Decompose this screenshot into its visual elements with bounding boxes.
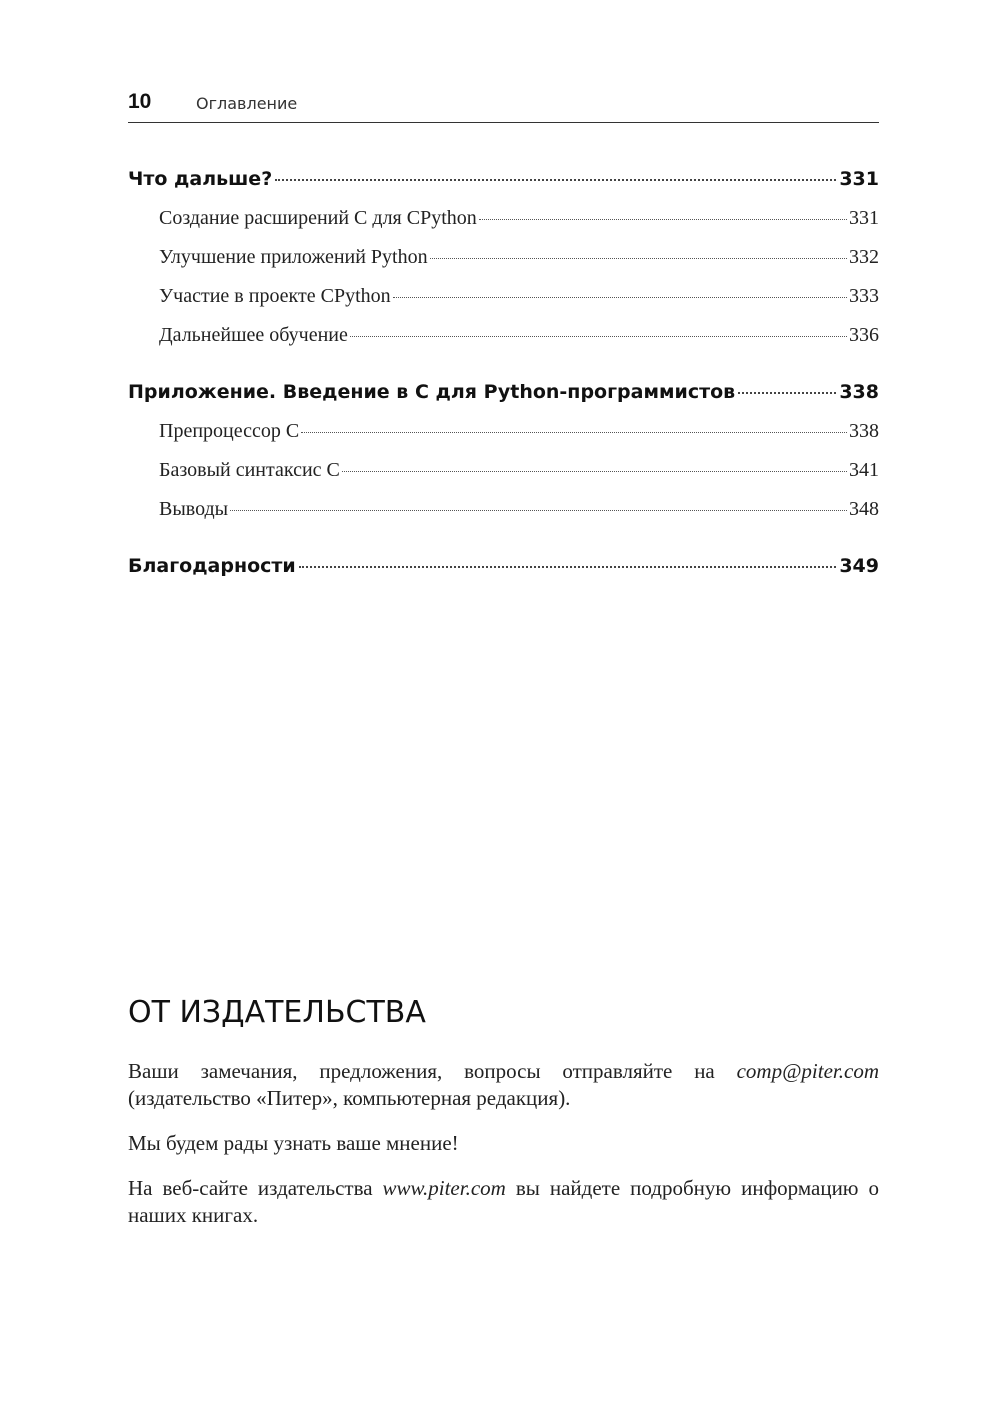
toc-dot-leader bbox=[342, 471, 847, 472]
toc-section-entry[interactable] bbox=[128, 324, 879, 363]
toc-chapter-title: Что дальше? bbox=[128, 168, 273, 190]
toc-section-page: 333 bbox=[849, 285, 879, 307]
toc-dot-leader bbox=[393, 297, 847, 298]
toc-section-page: 331 bbox=[849, 207, 879, 229]
toc-dot-leader bbox=[301, 432, 847, 433]
toc-group bbox=[128, 381, 879, 537]
toc-dot-leader bbox=[479, 219, 847, 220]
toc-section-entry[interactable] bbox=[128, 459, 879, 498]
contact-text-after: (издательство «Питер», компьютерная редакция). bbox=[128, 1086, 571, 1110]
table-of-contents bbox=[128, 168, 879, 607]
contact-text-before: Ваши замечания, предложения, вопросы отправляйте на bbox=[128, 1059, 737, 1083]
running-section-title: Оглавление bbox=[196, 94, 298, 113]
toc-section-title: Улучшение приложений Python bbox=[159, 246, 428, 268]
toc-chapter-title: Благодарности bbox=[128, 555, 296, 577]
toc-chapter-page: 331 bbox=[839, 168, 879, 190]
toc-dot-leader bbox=[738, 392, 836, 394]
toc-chapter-title: Приложение. Введение в C для Python-программистов bbox=[128, 381, 736, 403]
publisher-note bbox=[128, 992, 879, 1247]
publisher-website-paragraph bbox=[128, 1175, 879, 1229]
running-header bbox=[128, 88, 879, 123]
toc-section-title: Выводы bbox=[159, 498, 229, 520]
toc-section-page: 341 bbox=[849, 459, 879, 481]
toc-section-title: Базовый синтаксис C bbox=[159, 459, 340, 481]
toc-section-title: Создание расширений C для CPython bbox=[159, 207, 477, 229]
toc-dot-leader bbox=[299, 566, 837, 568]
website-text-before: На веб-сайте издательства bbox=[128, 1176, 383, 1200]
toc-section-entry[interactable] bbox=[128, 420, 879, 459]
toc-section-page: 336 bbox=[849, 324, 879, 346]
toc-section-title: Дальнейшее обучение bbox=[159, 324, 348, 346]
website-text-after: вы найдете подробную информацию о наших книгах. bbox=[128, 1176, 879, 1227]
book-page bbox=[128, 0, 879, 1413]
toc-section-title: Препроцессор C bbox=[159, 420, 300, 442]
toc-chapter-entry[interactable] bbox=[128, 555, 879, 589]
publisher-feedback-paragraph: Мы будем рады узнать ваше мнение! bbox=[128, 1131, 459, 1155]
toc-group bbox=[128, 555, 879, 589]
toc-dot-leader bbox=[430, 258, 847, 259]
toc-group bbox=[128, 168, 879, 363]
toc-section-entry[interactable] bbox=[128, 285, 879, 324]
toc-dot-leader bbox=[230, 510, 847, 511]
toc-section-entry[interactable] bbox=[128, 498, 879, 537]
toc-section-page: 332 bbox=[849, 246, 879, 268]
toc-chapter-page: 349 bbox=[839, 555, 879, 577]
toc-section-page: 348 bbox=[849, 498, 879, 520]
toc-section-page: 338 bbox=[849, 420, 879, 442]
toc-section-entry[interactable] bbox=[128, 246, 879, 285]
toc-dot-leader bbox=[350, 336, 847, 337]
page-number: 10 bbox=[128, 90, 152, 113]
publisher-website: www.piter.com bbox=[382, 1176, 506, 1200]
toc-chapter-entry[interactable] bbox=[128, 381, 879, 415]
toc-section-entry[interactable] bbox=[128, 207, 879, 246]
toc-section-title: Участие в проекте CPython bbox=[159, 285, 391, 307]
publisher-email: comp@piter.com bbox=[736, 1059, 879, 1083]
toc-dot-leader bbox=[275, 179, 836, 181]
toc-chapter-entry[interactable] bbox=[128, 168, 879, 202]
publisher-heading: ОТ ИЗДАТЕЛЬСТВА bbox=[128, 995, 426, 1030]
toc-chapter-page: 338 bbox=[839, 381, 879, 403]
publisher-contact-paragraph bbox=[128, 1058, 879, 1112]
